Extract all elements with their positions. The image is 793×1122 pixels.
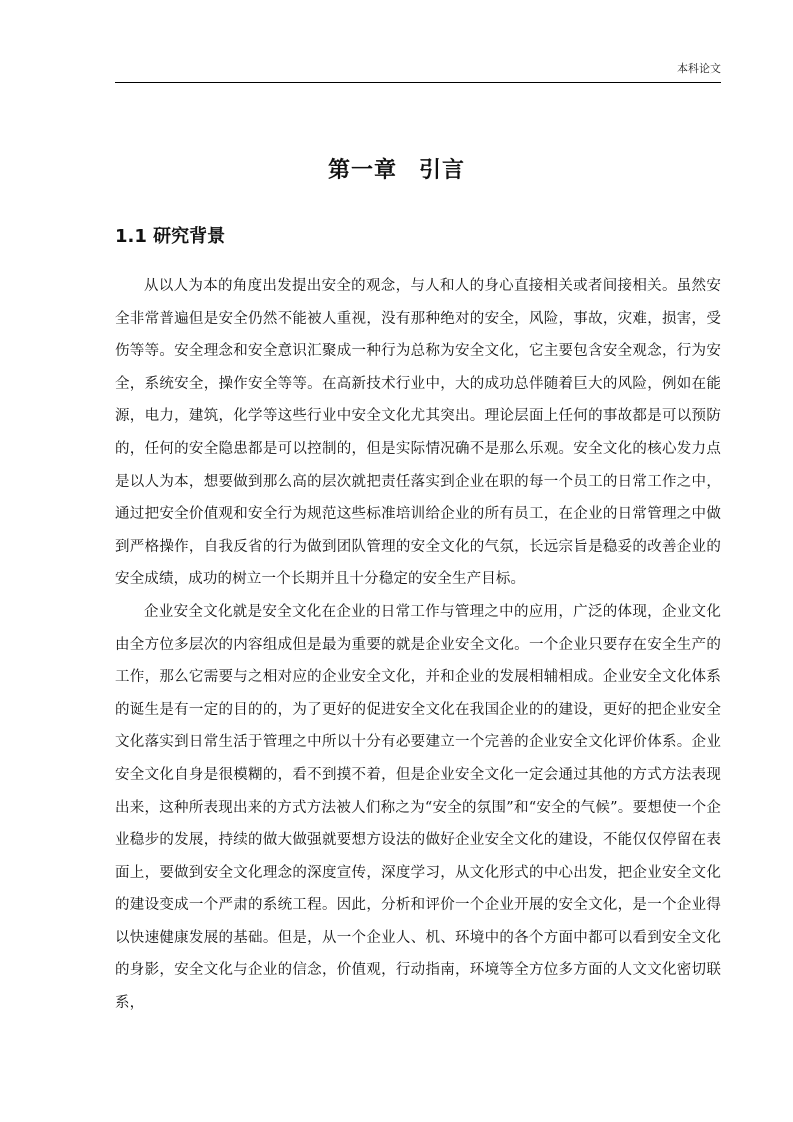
section-number: 1.1 <box>115 226 147 247</box>
chapter-name: 引言 <box>419 158 466 183</box>
header-rule <box>115 82 721 83</box>
section-title: 研究背景 <box>153 226 226 247</box>
paragraph: 从以人为本的角度出发提出安全的观念，与人和人的身心直接相关或者间接相关。虽然安全非常普遍但是安全仍然不能被人重视，没有那种绝对的安全，风险，事故，灾难，损害，受伤等等。安全理念和安全意识汇聚成一种行为总称为安全文化，它主要包含安全观念，行为安全，系统安全，操作安全等等。在高新技术行业中，大的成功总伴随着巨大的风险，例如在能源，电力，建筑，化学等这些行业中安全文化尤其突出。理论层面上任何的事故都是可以预防的，任何的安全隐患都是可以控制的，但是实际情况确不是那么乐观。安全文化的核心发力点是以人为本，想要做到那么高的层次就把责任落实到企业在职的每一个员工的日常工作之中，通过把安全价值观和安全行为规范这些标准培训给企业的所有员工，在企业的日常管理之中做到严格操作，自我反省的行为做到团队管理的安全文化的气氛，长远宗旨是稳妥的改善企业的安全成绩，成功的树立一个长期并且十分稳定的安全生产目标。 <box>115 278 721 588</box>
chapter-number: 第一章 <box>327 158 397 183</box>
body-text <box>115 270 721 1020</box>
chapter-title <box>0 153 793 184</box>
paragraph: 企业安全文化就是安全文化在企业的日常工作与管理之中的应用，广泛的体现，企业文化由全方位多层次的内容组成但是最为重要的就是企业安全文化。一个企业只要存在安全生产的工作，那么它需要与之相对应的企业安全文化，并和企业的发展相辅相成。企业安全文化体系的诞生是有一定的目的的，为了更好的促进安全文化在我国企业的的建设，更好的把企业安全文化落实到日常生活于管理之中所以十分有必要建立一个完善的企业安全文化评价体系。企业安全文化自身是很模糊的，看不到摸不着，但是企业安全文化一定会通过其他的方式方法表现出来，这种所表现出来的方式方法被人们称之为“安全的氛围”和“安全的气候”。要想使一个企业稳步的发展，持续的做大做强就要想方设法的做好企业安全文化的建设，不能仅仅停留在表面上，要做到安全文化理念的深度宣传，深度学习，从文化形式的中心出发，把企业安全文化的建设变成一个严肃的系统工程。因此，分析和评价一个企业开展的安全文化，是一个企业得以快速健康发展的基础。但是，从一个企业人、机、环境中的各个方面中都可以看到安全文化的身影，安全文化与企业的信念，价值观，行动指南，环境等全方位多方面的人文文化密切联系， <box>115 603 721 1012</box>
section-heading <box>115 222 225 248</box>
running-header: 本科论文 <box>677 62 721 75</box>
